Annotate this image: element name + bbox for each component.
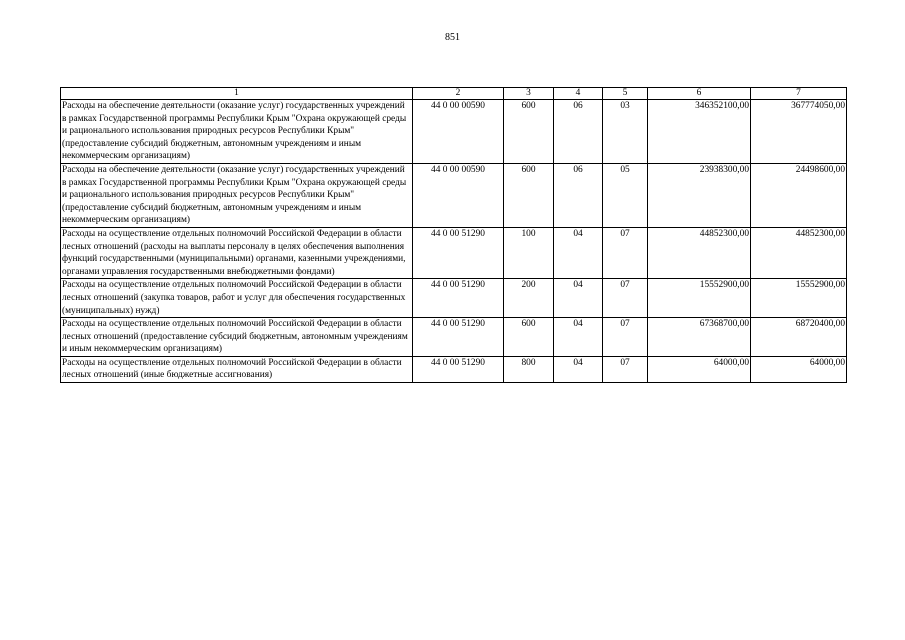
row-amount-year2: 64000,00 bbox=[751, 356, 847, 382]
row-description: Расходы на осуществление отдельных полномочий Российской Федерации в области лесных отношений (закупка товаров, работ и услуг для обеспечения государственных (муниципальных) нужд) bbox=[61, 279, 413, 318]
row-target-article: 44 0 00 51290 bbox=[413, 279, 504, 318]
column-header-4: 4 bbox=[554, 88, 603, 100]
row-subsection: 03 bbox=[603, 100, 648, 164]
row-amount-year1: 64000,00 bbox=[648, 356, 751, 382]
row-amount-year2: 24498600,00 bbox=[751, 163, 847, 227]
row-subsection: 07 bbox=[603, 356, 648, 382]
row-description: Расходы на осуществление отдельных полномочий Российской Федерации в области лесных отношений (предоставление субсидий бюджетным, автономным учреждениям и иным некоммерческим организациям) bbox=[61, 318, 413, 357]
row-target-article: 44 0 00 51290 bbox=[413, 227, 504, 278]
row-expense-type: 600 bbox=[504, 163, 554, 227]
column-header-3: 3 bbox=[504, 88, 554, 100]
row-section: 04 bbox=[554, 279, 603, 318]
row-section: 06 bbox=[554, 100, 603, 164]
row-amount-year1: 23938300,00 bbox=[648, 163, 751, 227]
row-amount-year1: 346352100,00 bbox=[648, 100, 751, 164]
table-row bbox=[61, 356, 847, 382]
row-expense-type: 100 bbox=[504, 227, 554, 278]
row-amount-year1: 67368700,00 bbox=[648, 318, 751, 357]
row-expense-type: 200 bbox=[504, 279, 554, 318]
row-subsection: 07 bbox=[603, 227, 648, 278]
row-target-article: 44 0 00 51290 bbox=[413, 318, 504, 357]
row-amount-year2: 68720400,00 bbox=[751, 318, 847, 357]
table-header-row bbox=[61, 88, 847, 100]
row-target-article: 44 0 00 00590 bbox=[413, 100, 504, 164]
row-expense-type: 800 bbox=[504, 356, 554, 382]
row-description: Расходы на обеспечение деятельности (оказание услуг) государственных учреждений в рамках Государственной программы Республики Крым "Охрана окружающей среды и рационального использования природных ресурсов Республики Крым" (предоставление субсидий бюджетным, автономным учреждениям и иным некоммерческим организациям) bbox=[61, 100, 413, 164]
row-subsection: 07 bbox=[603, 279, 648, 318]
table-row bbox=[61, 318, 847, 357]
column-header-7: 7 bbox=[751, 88, 847, 100]
page-number: 851 bbox=[445, 32, 460, 43]
row-section: 04 bbox=[554, 318, 603, 357]
row-target-article: 44 0 00 51290 bbox=[413, 356, 504, 382]
column-header-2: 2 bbox=[413, 88, 504, 100]
row-description: Расходы на осуществление отдельных полномочий Российской Федерации в области лесных отношений (расходы на выплаты персоналу в целях обеспечения выполнения функций государственными (муниципальными) органами, казенными учреждениями, органами управления государственными внебюджетными фондами) bbox=[61, 227, 413, 278]
column-header-6: 6 bbox=[648, 88, 751, 100]
table-row bbox=[61, 163, 847, 227]
row-expense-type: 600 bbox=[504, 100, 554, 164]
row-description: Расходы на обеспечение деятельности (оказание услуг) государственных учреждений в рамках Государственной программы Республики Крым "Охрана окружающей среды и рационального использования природных ресурсов Республики Крым" (предоставление субсидий бюджетным, автономным учреждениям и иным некоммерческим организациям) bbox=[61, 163, 413, 227]
row-subsection: 05 bbox=[603, 163, 648, 227]
budget-table bbox=[60, 87, 847, 383]
table-row bbox=[61, 279, 847, 318]
row-expense-type: 600 bbox=[504, 318, 554, 357]
row-amount-year2: 44852300,00 bbox=[751, 227, 847, 278]
row-amount-year2: 15552900,00 bbox=[751, 279, 847, 318]
row-amount-year1: 15552900,00 bbox=[648, 279, 751, 318]
row-subsection: 07 bbox=[603, 318, 648, 357]
table-row bbox=[61, 100, 847, 164]
table-row bbox=[61, 227, 847, 278]
row-section: 04 bbox=[554, 356, 603, 382]
row-target-article: 44 0 00 00590 bbox=[413, 163, 504, 227]
row-amount-year1: 44852300,00 bbox=[648, 227, 751, 278]
column-header-1: 1 bbox=[61, 88, 413, 100]
column-header-5: 5 bbox=[603, 88, 648, 100]
row-section: 04 bbox=[554, 227, 603, 278]
row-section: 06 bbox=[554, 163, 603, 227]
row-description: Расходы на осуществление отдельных полномочий Российской Федерации в области лесных отношений (иные бюджетные ассигнования) bbox=[61, 356, 413, 382]
row-amount-year2: 367774050,00 bbox=[751, 100, 847, 164]
